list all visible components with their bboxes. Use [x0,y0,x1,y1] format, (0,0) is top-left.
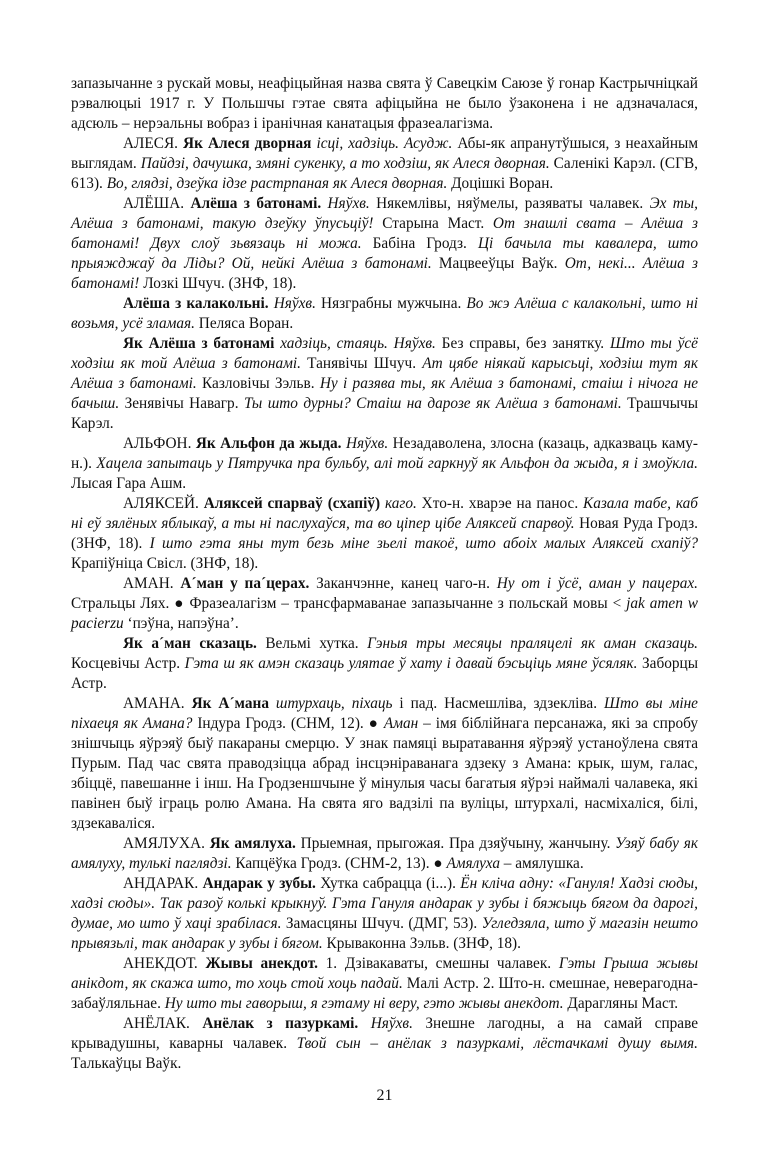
body-text: Лозкі Шчуч. (ЗНФ, 18). [139,275,297,292]
body-text: Замасцяны Шчуч. (ДМГ, 53). [281,915,482,932]
body-text: Знешне лагодны, а на самай справе крывадушны, каварны чалавек. [71,1015,698,1052]
body-text: АЛЕСЯ. [123,135,184,152]
body-text: АЛЬФОН. [123,435,196,452]
italic-text: Няўхв. [358,1015,413,1032]
body-text: Косцевічы Астр. [71,655,185,672]
body-text: АМАНА. [123,695,192,712]
body-text: Талькаўцы Ваўк. [71,1055,182,1072]
italic-text: Няўхв. [268,295,316,312]
dictionary-paragraph [71,194,698,294]
dictionary-paragraph [71,954,698,1014]
headword-phrase: Як Алеся дворная [183,135,312,152]
italic-text: От, некі... Алёша з батонамі! [71,255,698,292]
headword-phrase: Як Альфон да жыда. [195,435,342,452]
body-text: Абы-як апранутўшыся, з неахайным выглядам. [71,135,698,172]
dictionary-paragraph [71,1014,698,1074]
body-text: Бабіна Гродз. [361,235,478,252]
dictionary-paragraph [71,634,698,694]
italic-text: jak amen w pacierzu [71,595,698,632]
italic-text: Ён кліча адну: «Гануля! Хадзі сюды, хадзі сюды». Так разоў колькі крыкнуў. Гэта Гануля андарак у зубы і бяжыць бягом да дарогі, думае, мо што ў хаці зрабілася. [71,875,698,932]
body-text: Індура Гродз. (СНМ, 12). ● [192,715,384,732]
headword-phrase: Алёша з калакольні. [123,295,269,312]
body-text: – амялушка. [499,855,584,872]
headword-phrase: А´ман у па´церах. [180,575,310,592]
body-text: АНДАРАК. [123,875,203,892]
dictionary-paragraph [71,874,698,954]
italic-text: Гэта ш як амэн сказаць улятае ў хату і давай бэсьціць мяне ўсяляк. [184,655,638,672]
italic-text: Ат цябе ніякай карысьці, ходзіш тут як Алёша з батонамі. [71,355,698,392]
italic-text: Хацела запытаць у Пятручка пра бульбу, алі той гаркнуў як Альфон да жыда, я і змоўкла. [96,455,698,472]
body-text: Заборцы Астр. [71,655,698,692]
italic-text: Ці бачыла ты кавалера, што прыяжджаў да Ліды? Ой, нейкі Алёша з батонамі. [71,235,698,272]
body-text: Новая Руда Гродз. (ЗНФ, 18). [71,515,698,552]
italic-text: Пайдзі, дачушка, змяні сукенку, а то ходзіш, як Алеся дворная. [140,155,550,172]
body-text: Незадаволена, злосна (казаць, адказваць каму-н.). [71,435,698,472]
italic-text: Гэныя тры месяцы праляцелі як аман сказаць. [367,635,698,652]
italic-text: Эх ты, Алёша з батонамі, такую дзеўку ўпусьціў! [71,195,698,232]
italic-text: хадзіць, стаяць. Няўхв. [274,335,436,352]
italic-text: Во жэ Алёша с калакольні, што ні возьмя, усё зламая. [71,295,698,332]
italic-text: Угледзяла, што ў магазін нешто прывязьлі, так андарак у зубы і бягом. [71,915,699,952]
body-text: Хутка сабрацца (і...). [315,875,461,892]
headword-phrase: Аляксей спарваў (схапіў) [203,495,381,512]
headword-phrase: Як амялуха. [209,835,296,852]
body-text: АНЕКДОТ. [123,955,206,972]
italic-text: Узяў бабу як амялуху, тулькі паглядзі. [71,835,698,872]
body-text: АЛЁША. [123,195,191,212]
body-text: Казловічы Зэльв. [196,375,320,392]
body-text: Нязграбны мужчына. [315,295,467,312]
body-text: Мацвееўцы Ваўк. [431,255,565,272]
italic-text: каго. [380,495,417,512]
body-text: Капцёўка Гродз. (СНМ-2, 13). ● [231,855,447,872]
page-number: 21 [376,1087,393,1104]
italic-text: Няўхв. [321,195,370,212]
dictionary-paragraph [71,574,698,634]
italic-text: І што гэта яны тут безь міне зьелі такоё, што абоіх малых Аляксей схапіў? [149,535,699,552]
headword-phrase: Як Алёша з батонамі [123,335,275,352]
italic-text: Амялуха [446,855,500,872]
body-text: Малі Астр. 2. Што-н. смешнае, неверагодна-забаўляльнае. [71,975,698,1012]
body-text: АЛЯКСЕЙ. [123,495,204,512]
body-text: Трашчычы Карэл. [71,395,699,432]
headword-phrase: Анёлак з пазуркамі. [202,1015,359,1032]
body-text: запазычанне з рускай мовы, неафіцыйная назва свята ў Савецкім Саюзе ў гонар Кастрычніцкай рэвалюцыі 1917 г. У Польшчы гэтае свята афіцыйна не было ўзаконена і не адзначалася, адсюль – нерэальны вобраз і іранічная канатацыя фразеалагізма. [71,75,698,132]
dictionary-paragraph [71,334,698,434]
headword-phrase: Жывы анекдот. [205,955,318,972]
body-text: 1. Дзівакаваты, смешны чалавек. [317,955,559,972]
italic-text: штурхаць, піхаць [268,695,393,712]
body-text: Доцішкі Воран. [447,175,554,192]
body-text: Старына Маст. [373,215,493,232]
italic-text: Ну што ты гаворыш, я гэтаму ні веру, гэто жывы анекдот. [164,995,564,1012]
italic-text: ісці, хадзіць. Асудж. [311,135,453,152]
dictionary-paragraph [71,294,698,334]
body-text: Дарагляны Маст. [563,995,679,1012]
italic-text: Ты што дурны? Стаіш на дарозе як Алёша з батонамі. [243,395,622,412]
italic-text: Во, глядзі, дзеўка ідзе растрпаная як Алеся дворная. [106,175,448,192]
dictionary-paragraph [71,134,698,194]
dictionary-paragraph [71,74,698,134]
italic-text: Аман [383,715,419,732]
dictionary-paragraph [71,494,698,574]
headword-phrase: Як А´мана [191,695,269,712]
italic-text: Што вы міне піхаеця як Амана? [71,695,698,732]
body-text: АНЁЛАК. [123,1015,203,1032]
body-text: ‘пэўна, напэўна’. [123,615,239,632]
dictionary-paragraph [71,694,698,834]
italic-text: Твой сын – анёлак з пазуркамі, лёстачкамі душу вымя. [296,1035,698,1052]
italic-text: Няўхв. [341,435,389,452]
body-text: – імя біблійнага персанажа, які за спробу знішчыць яўрэяў быў пакараны смерцю. У знак памяці выратавання яўрэяў устаноўлена свята Пурым. Пад час свята праводзіцца абрад інсцэніраванага здзеку з Амана: крык, шум, галас, збіццё, павешанне і інш. На Гродзеншчыне ў мінулыя часы багатыя яўрэі наймалі чалавека, які павінен быў іграць ролю Амана. На свята яго вадзілі па вуліцы, штурхалі, насміхаліся, білі, здзекаваліся. [71,715,698,832]
body-text: і пад. Насмешліва, здзекліва. [392,695,604,712]
headword-phrase: Андарак у зубы. [202,875,316,892]
italic-text: От знашлі свата – Алёша з батонамі! Двух слоў зьвязаць ні можа. [71,215,698,252]
body-text: Вельмі хутка. [256,635,368,652]
headword-phrase: Як а´ман сказаць. [123,635,257,652]
body-text: Крываконна Зэльв. (ЗНФ, 18). [322,935,521,952]
dictionary-paragraph [71,834,698,874]
body-text: АМЯЛУХА. [123,835,210,852]
italic-text: Казала табе, каб ні еў зялёных яблыкаў, а ты ні паслухаўся, та во ціпер цібе Аляксей спарвоў. [71,495,698,532]
body-text: АМАН. [123,575,181,592]
body-text: Зенявічы Навагр. [119,395,244,412]
body-text: Саленікі Карэл. (СГВ, 613). [71,155,698,192]
body-text: Крапіўніца Свісл. (ЗНФ, 18). [71,555,259,572]
body-text: Пеляса Воран. [194,315,294,332]
dictionary-paragraph [71,434,698,494]
body-text: Танявічы Шчуч. [300,355,423,372]
body-text: Прыемная, прыгожая. Пра дзяўчыну, жанчыну. [295,835,616,852]
body-text: Хто-н. хварэе на панос. [416,495,584,512]
body-text: Лысая Гара Ашм. [71,475,187,492]
dictionary-entries [71,74,698,1074]
body-text: Стральцы Лях. ● Фразеалагізм – трансфармаванае запазычанне з польскай мовы < [71,595,627,612]
headword-phrase: Алёша з батонамі. [190,195,322,212]
italic-text: Ну і разява ты, як Алёша з батонамі, стаіш і нічога не бачыш. [71,375,698,412]
italic-text: Што ты ўсё ходзіш як той Алёша з батонамі. [71,335,698,372]
italic-text: Гэты Грыша жывы анікдот, як скажа што, то хоць стой хоць падай. [71,955,698,992]
italic-text: Ну от і ўсё, аман у пацерах. [496,575,698,592]
body-text: Заканчэнне, канец чаго-н. [309,575,497,592]
body-text: Без справы, без занятку. [435,335,610,352]
body-text: Някемлівы, няўмелы, разяваты чалавек. [369,195,650,212]
